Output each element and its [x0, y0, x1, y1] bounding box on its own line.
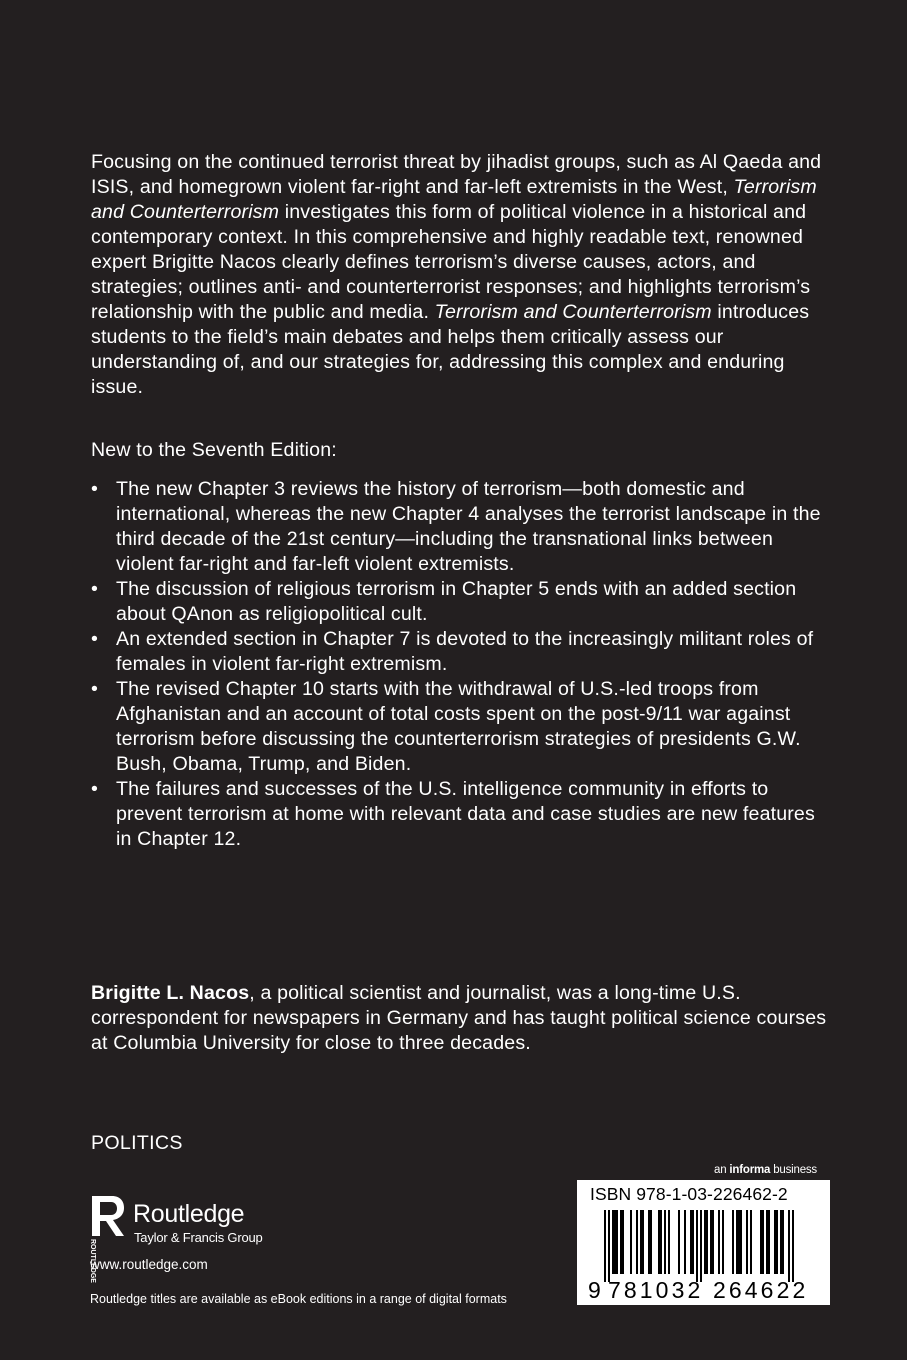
barcode-bar: [690, 1210, 692, 1274]
barcode-bar: [712, 1210, 714, 1274]
bullet-icon: •: [91, 778, 99, 800]
list-item-text: The discussion of religious terrorism in Chapter 5 ends with an added section about QAnon as religiopolitical cult.: [116, 578, 797, 625]
bullet-icon: •: [91, 578, 99, 600]
barcode-bar: [660, 1210, 662, 1274]
author-bio: [91, 981, 831, 1056]
description-text-3: introduces students to the field’s main debates and helps them critically assess our understanding of, and our strategies for, addressing this complex and enduring issue.: [91, 301, 810, 398]
informa-brand: informa: [729, 1164, 771, 1176]
description-paragraph: [91, 150, 826, 400]
barcode-bar: [766, 1210, 768, 1274]
barcode-bar: [640, 1210, 642, 1274]
isbn-label: ISBN 978-1-03-226462-2: [590, 1184, 788, 1204]
author-name: Brigitte L. Nacos: [91, 982, 250, 1004]
barcode-bar: [700, 1210, 702, 1282]
publisher-url: www.routledge.com: [90, 1257, 208, 1272]
barcode-bar: [642, 1210, 644, 1274]
author-bio-text: , a political scientist and journalist, was a long-time U.S. correspondent for newspapers in Germany and has taught political science courses at Columbia University for close to three decades.: [91, 982, 827, 1054]
barcode-bar: [768, 1210, 770, 1274]
isbn-barcode: [577, 1180, 830, 1305]
barcode-bar: [620, 1210, 622, 1274]
routledge-r-logo-icon: [89, 1196, 124, 1283]
barcode-bar: [630, 1210, 632, 1274]
list-item-text: An extended section in Chapter 7 is devoted to the increasingly militant roles of females in violent far-right extremism.: [116, 628, 814, 675]
barcode-bar: [636, 1210, 638, 1274]
barcode-bar: [604, 1210, 606, 1282]
barcode-bar: [718, 1210, 720, 1274]
bullet-icon: •: [91, 678, 99, 700]
description-text-2: investigates this form of political violence in a historical and contemporary context. In this comprehensive and highly readable text, renowned expert Brigitte Nacos clearly defines terrorism’s diverse causes, actors, and strategies; outlines anti- and counterterrorist responses; and highlights terrorism’s relationship with the public and media.: [91, 201, 811, 323]
list-item-text: The revised Chapter 10 starts with the withdrawal of U.S.-led troops from Afghanistan and an account of total costs spent on the post-9/11 war against terrorism before discussing the counterterrorism strategies of presidents G.W. Bush, Obama, Trump, and Biden.: [116, 678, 801, 775]
new-edition-list: [91, 477, 831, 852]
barcode-bar: [684, 1210, 686, 1274]
ean-right-group: 264622: [713, 1277, 809, 1303]
barcode-bar: [706, 1210, 708, 1274]
ean-left-group: 781032: [608, 1277, 704, 1303]
barcode-bar: [696, 1210, 698, 1282]
barcode-bar: [738, 1210, 740, 1274]
barcode-bar: [664, 1210, 666, 1274]
barcode-bar: [692, 1210, 694, 1274]
list-item: [91, 677, 831, 777]
list-item: [91, 477, 831, 577]
barcode-bar: [740, 1210, 742, 1274]
svg-text:ROUTLEDGE: ROUTLEDGE: [89, 1239, 96, 1283]
subject-category: POLITICS: [91, 1132, 183, 1154]
list-item: [91, 777, 831, 852]
book-description: [91, 150, 826, 400]
barcode-bar: [612, 1210, 614, 1274]
list-item-text: The new Chapter 3 reviews the history of terrorism—both domestic and international, whereas the new Chapter 4 analyses the terrorist landscape in the third decade of the 21st century—including the transnational links between violent far-right and far-left violent extremists.: [116, 478, 821, 575]
barcode-bar: [762, 1210, 764, 1274]
list-item: [91, 577, 831, 627]
ebook-note: Routledge titles are available as eBook editions in a range of digital formats: [90, 1292, 507, 1306]
description-text-1: Focusing on the continued terrorist threat by jihadist groups, such as Al Qaeda and ISIS, and homegrown violent far-right and far-left extremists in the West,: [91, 151, 822, 198]
barcode-bar: [658, 1210, 660, 1274]
barcode-bar: [774, 1210, 776, 1274]
publisher-name: Routledge: [133, 1200, 245, 1228]
barcode-bar: [614, 1210, 616, 1274]
list-item-text: The failures and successes of the U.S. intelligence community in efforts to prevent terrorism at home with relevant data and case studies are new features in Chapter 12.: [116, 778, 815, 850]
barcode-bar: [746, 1210, 748, 1274]
barcode-bar: [788, 1210, 790, 1282]
barcode-bar: [732, 1210, 734, 1274]
barcode-bars: [604, 1210, 804, 1282]
barcode-bar: [792, 1210, 794, 1282]
barcode-bar: [760, 1210, 762, 1274]
barcode-bar: [780, 1210, 782, 1274]
barcode-bar: [616, 1210, 618, 1274]
barcode-bar: [608, 1210, 610, 1282]
book-title-italic-2: Terrorism and Counterterrorism: [434, 301, 712, 323]
barcode-bar: [736, 1210, 738, 1274]
bullet-icon: •: [91, 478, 99, 500]
book-title-italic-1: Terrorism and Counterterrorism: [91, 176, 817, 223]
barcode-bar: [650, 1210, 652, 1274]
publisher-group: Taylor & Francis Group: [134, 1230, 263, 1245]
barcode-bar: [648, 1210, 650, 1274]
barcode-bar: [750, 1210, 752, 1274]
list-item: [91, 627, 831, 677]
barcode-bar: [722, 1210, 724, 1274]
informa-tagline: [714, 1163, 817, 1177]
informa-suffix: business: [770, 1164, 817, 1176]
barcode-bar: [704, 1210, 706, 1274]
bullet-icon: •: [91, 628, 99, 650]
informa-prefix: an: [714, 1164, 730, 1176]
barcode-bar: [776, 1210, 778, 1274]
barcode-bar: [782, 1210, 784, 1274]
new-edition-heading: New to the Seventh Edition:: [91, 439, 337, 461]
barcode-bar: [622, 1210, 624, 1274]
barcode-bar: [668, 1210, 670, 1274]
barcode-bar: [710, 1210, 712, 1274]
barcode-bar: [678, 1210, 680, 1274]
ean-first-digit: 9: [588, 1277, 601, 1303]
